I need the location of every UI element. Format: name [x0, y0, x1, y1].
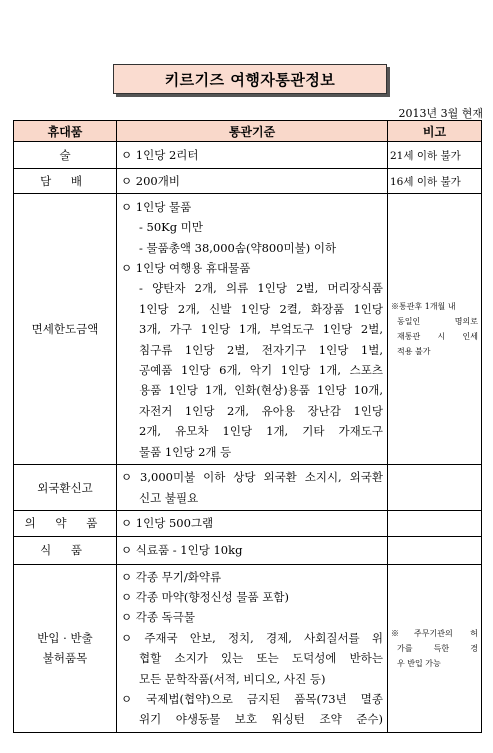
- table-row: [14, 465, 482, 511]
- item-label-line: 불허품목: [42, 651, 88, 666]
- table-row: [14, 536, 482, 564]
- standard-line: ㅇ 각종 마약(향정신성 물품 포함): [121, 590, 290, 605]
- standard-line: ㅇ 1인당 물품: [121, 199, 192, 214]
- date-note: 2013년 3월 현재: [398, 107, 483, 120]
- standard-line: 신고 불필요: [139, 490, 199, 505]
- header-remarks: 비고: [388, 121, 482, 142]
- remark-line: ※주무기관의 허: [391, 628, 478, 638]
- standard-line: 용품 1인당 1개, 인화(현상)용품 1인당 10개,: [139, 383, 383, 398]
- standard-line: 모든 문학작품(서적, 비디오, 사진 등): [139, 671, 326, 686]
- row-item-tobacco: 담 배: [14, 169, 117, 194]
- row-standard: [117, 465, 388, 511]
- row-item-food: 식 품: [14, 536, 117, 564]
- row-standard: [117, 169, 388, 194]
- remark-line: ※통관후 1개월 내: [391, 302, 456, 312]
- row-remarks: [388, 536, 482, 564]
- row-remarks: [388, 465, 482, 511]
- row-standard: [117, 536, 388, 564]
- remark-line: 적용 불가: [397, 347, 431, 357]
- row-standard: [117, 142, 388, 169]
- standard-line: 침구류 1인당 2벌, 전자기구 1인당 1벌,: [139, 342, 383, 357]
- row-item-prohibited: [14, 564, 117, 732]
- row-remarks: [388, 511, 482, 536]
- remark-line: 동일인 명의로: [397, 317, 478, 327]
- row-remarks: 21세 이하 불가: [388, 142, 482, 169]
- row-standard: [117, 511, 388, 536]
- standard-line: ㅇ 1인당 2리터: [121, 147, 199, 162]
- header-item: 휴대품: [14, 121, 117, 142]
- row-item-medicine: 의 약 품: [14, 511, 117, 536]
- standard-line: 3개, 가구 1인당 1개, 부엌도구 1인당 2벌,: [139, 322, 383, 337]
- customs-table: [13, 120, 482, 733]
- standard-line: 공예품 1인당 6개, 악기 1인당 1개, 스포츠: [139, 363, 383, 378]
- row-remarks: 16세 이하 불가: [388, 169, 482, 194]
- row-standard: [117, 194, 388, 465]
- row-standard: [117, 564, 388, 732]
- remark-line: 우 반입 가능: [397, 658, 441, 668]
- standard-line: 1인당 2개, 신발 1인당 2켤, 화장품 1인당: [139, 301, 383, 316]
- standard-line: 자전거 1인당 2개, 유아용 장난감 1인당: [139, 403, 383, 418]
- standard-line: ㅇ 3,000미불 이하 상당 외국환 소지시, 외국환: [121, 470, 383, 485]
- header-standard: 통관기준: [117, 121, 388, 142]
- standard-line: 협할 소지가 있는 또는 도덕성에 반하는: [139, 651, 383, 666]
- table-row: [14, 169, 482, 194]
- standard-line: 물품 1인당 2개 등: [139, 444, 232, 459]
- row-item-currency-declaration: 외국환신고: [14, 465, 117, 511]
- standard-line: ㅇ 국제법(협약)으로 금지된 품목(73년 멸종: [121, 692, 383, 707]
- standard-line: ㅇ 200개비: [121, 174, 180, 188]
- standard-line: ㅇ 각종 무기/화약류: [121, 569, 222, 584]
- standard-line: - 물품총액 38,000솜(약800미불) 이하: [139, 240, 337, 255]
- row-remarks: [388, 564, 482, 732]
- standard-line: ㅇ 식료품 - 1인당 10kg: [121, 542, 243, 557]
- standard-line: 2개, 유모차 1인당 1개, 기타 가재도구: [139, 424, 383, 439]
- table-row: [14, 511, 482, 536]
- standard-line: ㅇ 1인당 500그램: [121, 516, 214, 531]
- table-row: [14, 564, 482, 732]
- remark-line: 재통관 시 인세: [397, 332, 478, 342]
- row-remarks: [388, 194, 482, 465]
- table-row: [14, 142, 482, 169]
- table-header-row: [14, 121, 482, 142]
- standard-line: - 50Kg 미만: [139, 220, 204, 235]
- document-title: 키르기즈 여행자통관정보: [113, 64, 387, 94]
- standard-line: 위기 야생동물 보호 워싱턴 조약 준수): [139, 712, 383, 727]
- table-row: [14, 194, 482, 465]
- row-item-duty-free-limit: 면세한도금액: [14, 194, 117, 465]
- standard-line: ㅇ 1인당 여행용 휴대물품: [121, 260, 251, 275]
- remark-line: 가를 득한 경: [397, 643, 478, 653]
- standard-line: - 양탄자 2개, 의류 1인당 2벌, 머리장식품: [139, 281, 383, 296]
- standard-line: ㅇ 주재국 안보, 정치, 경제, 사회질서를 위: [121, 630, 383, 645]
- row-item-alcohol: 술: [14, 142, 117, 169]
- item-label-line: 반입 · 반출: [37, 631, 93, 646]
- standard-line: ㅇ 각종 독극물: [121, 610, 195, 625]
